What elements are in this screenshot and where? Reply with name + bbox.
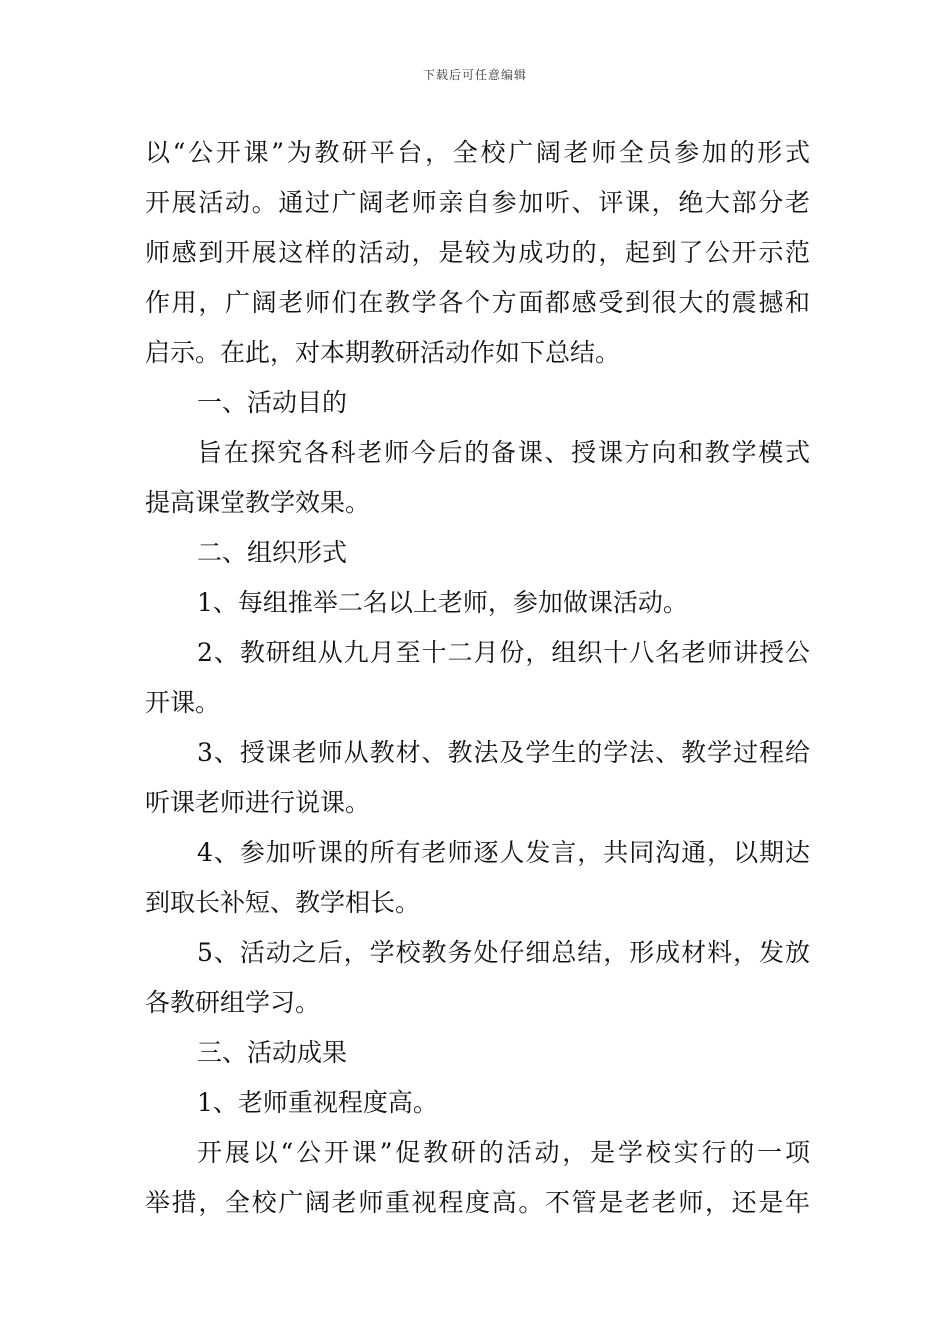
text-line: 师感到开展这样的活动，是较为成功的，起到了公开示范 — [145, 238, 810, 267]
section-heading: 二、组织形式 — [197, 538, 348, 567]
text-line: 以“公开课”为教研平台，全校广阔老师全员参加的形式 — [145, 138, 810, 167]
text-line: 提高课堂教学效果。 — [145, 488, 371, 517]
list-item: 2、教研组从九月至十二月份，组织十八名老师讲授公 — [197, 638, 810, 667]
text-line: 到取长补短、教学相长。 — [145, 888, 421, 917]
text-line: 开课。 — [145, 688, 221, 717]
page-header: 下载后可任意编辑 — [422, 68, 527, 82]
document-body — [145, 128, 810, 1228]
text-line: 开展活动。通过广阔老师亲自参加听、评课，绝大部分老 — [145, 188, 810, 217]
text-line: 启示。在此，对本期教研活动作如下总结。 — [145, 338, 621, 367]
text-line: 举措，全校广阔老师重视程度高。不管是老老师，还是年 — [145, 1188, 810, 1217]
text-line: 听课老师进行说课。 — [145, 788, 371, 817]
text-line: 各教研组学习。 — [145, 988, 321, 1017]
list-item: 1、每组推举二名以上老师，参加做课活动。 — [197, 588, 688, 617]
text-line: 开展以“公开课”促教研的活动，是学校实行的一项 — [197, 1138, 810, 1167]
list-item: 4、参加听课的所有老师逐人发言，共同沟通，以期达 — [197, 838, 810, 867]
section-heading: 三、活动成果 — [197, 1038, 348, 1067]
list-item: 3、授课老师从教材、教法及学生的学法、教学过程给 — [197, 738, 810, 767]
text-line: 旨在探究各科老师今后的备课、授课方向和教学模式 — [197, 438, 810, 467]
list-item: 1、老师重视程度高。 — [197, 1088, 438, 1117]
list-item: 5、活动之后，学校教务处仔细总结，形成材料，发放 — [197, 938, 810, 967]
section-heading: 一、活动目的 — [197, 388, 348, 417]
text-line: 作用，广阔老师们在教学各个方面都感受到很大的震撼和 — [145, 288, 810, 317]
